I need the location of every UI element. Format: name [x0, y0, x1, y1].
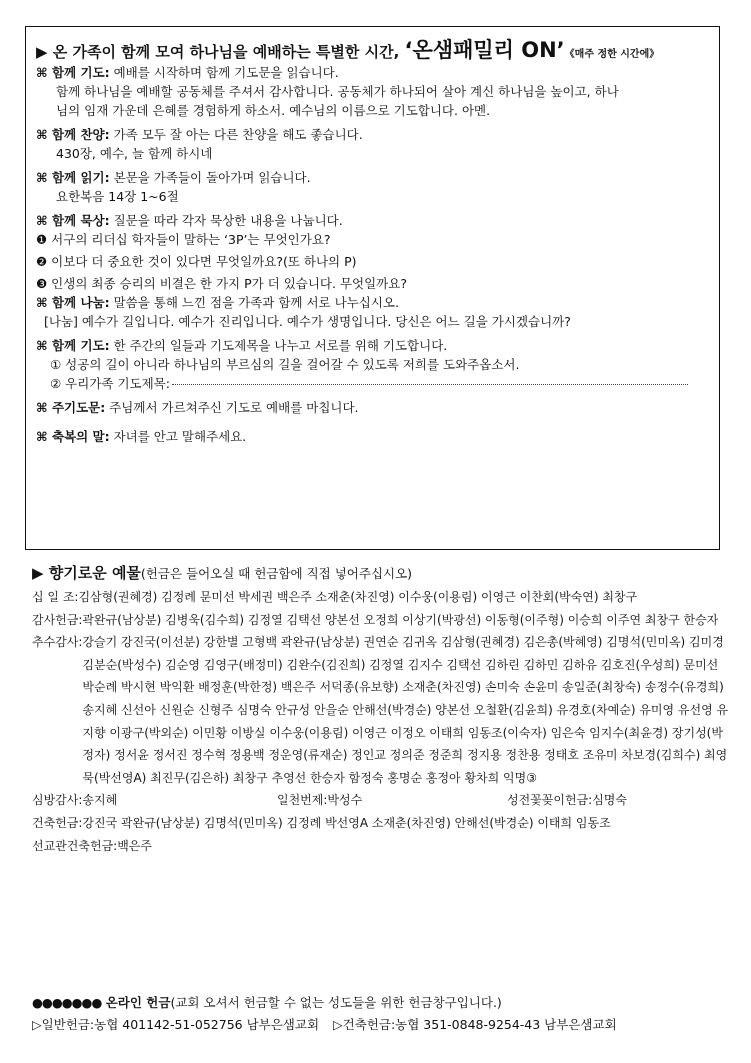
section-heading: ⌘ 함께 나눔: — [36, 295, 110, 310]
row-names: 강슬기 강진국(이선분) 강한별 고형백 곽완규(남상분) 권연순 김귀옥 김삼형(권혜경) 김은총(박혜영) 김명석(민미옥) 김미경 김분순(박성수) 김순영 김영구(배정미) 김완수(김진희) 김정열 김지수 김택선 김하린 김하민 김하유 김호진(우성희) 문미선 박순례 박시현 박익환 배정훈(박한정) 백은주 서덕종(유보향) 소재춘(차진영) 손미숙 손윤미 송일준(최창숙) 송정수(유경희) 송지혜 신선아 신원순 신형주 심명숙 안규성 안을순 안해선(박경순) 양본선 오철환(김윤희) 유경호(차예순) 유미영 유선영 유지향 이광구(박외순) 이민황 이방실 이수웅(이용림) 이영근 이정오 이태희 임동조(이숙자) 임은숙 임지수(최윤경) 장기성(박정자) 정서윤 정서진 정수혁 정용백 정운영(류재순) 정인교 정의준 정준희 정지용 정찬용 정태호 조유미 차보경(김희수) 최영묵(박선영A) 최진무(김은하) 최창구 추영선 한승자 함정숙 홍명순 홍정아 황차희 익명③ — [82, 635, 729, 785]
section-heading: ⌘ 축복의 말: — [36, 429, 110, 444]
row-label: 추수감사: — [32, 635, 83, 650]
sharing-section — [36, 293, 709, 331]
row-names: 송지혜 — [82, 793, 118, 808]
row-label: 성전꽃꽂이헌금: — [507, 793, 593, 808]
header-text: ▶ 온 가족이 함께 모여 하나님을 예배하는 특별한 시간, — [36, 43, 405, 61]
header-schedule-note: 《매주 정한 시간에》 — [564, 49, 660, 60]
praise-section — [36, 125, 709, 163]
section-heading: ⌘ 주기도문: — [36, 400, 106, 415]
scripture-line: 요한복음 14장 1~6절 — [56, 189, 179, 204]
section-desc: 예배를 시작하며 함께 기도문을 읽습니다. — [109, 65, 339, 80]
row-label: 건축헌금: — [32, 815, 83, 830]
row-label: 심방감사: — [32, 793, 83, 808]
row-names: 김삼형(권혜경) 김정례 문미선 박세권 백은주 소재춘(차진영) 이수웅(이용림) 이영근 이찬회(박숙연) 최창구 — [78, 590, 638, 604]
section-heading: ⌘ 함께 기도: — [36, 338, 110, 353]
offering-heading: ▶ 향기로운 예물 — [32, 564, 141, 582]
offering-note: (헌금은 들어오실 때 헌금함에 직접 넣어주십시오) — [140, 566, 413, 581]
family-worship-box — [25, 26, 720, 550]
section-desc: 본문을 가족들이 돌아가며 읽습니다. — [109, 170, 311, 185]
opening-prayer-section — [36, 63, 709, 120]
section-desc: 한 주간의 일들과 기도제목을 나누고 서로를 위해 기도합니다. — [109, 338, 448, 353]
section-heading: ⌘ 함께 묵상: — [36, 213, 110, 228]
section-desc: 자녀를 안고 말해주세요. — [109, 429, 247, 444]
row-label: 일천번제: — [277, 793, 328, 808]
section-heading: ⌘ 함께 읽기: — [36, 170, 110, 185]
row-label: 선교관건축헌금: — [32, 838, 118, 853]
row-names: 강진국 곽완규(남상분) 김명석(민미옥) 김정례 박선영A 소재춘(차진영) 안해선(박경순) 이태희 임동조 — [82, 815, 611, 830]
online-offering-section — [32, 992, 732, 1036]
blank-line — [172, 384, 688, 385]
offering-title — [32, 560, 732, 586]
row-names: 백은주 — [117, 838, 152, 853]
blessing-section — [36, 427, 709, 446]
offering-section — [32, 560, 732, 857]
misc-offering-row — [32, 789, 732, 812]
header-program-name: ‘온샘패밀리 ON’ — [404, 38, 565, 62]
question-3: ❸ 인생의 최종 승리의 비결은 한 가지 P가 더 있습니다. 무엇일까요? — [36, 276, 407, 291]
section-desc: 주님께서 가르쳐주신 기도로 예배를 마칩니다. — [105, 400, 359, 415]
prayer-item-1: ① 성공의 길이 아니라 하나님의 부르심의 길을 걸어갈 수 있도록 저희를 도와주옵소서. — [50, 357, 520, 372]
section-desc: 가족 모두 잘 아는 다른 찬양을 해도 좋습니다. — [109, 127, 363, 142]
prayer-line: 님의 임재 가운데 은혜를 경험하게 하소서. 예수님의 이름으로 기도합니다. 아멘. — [56, 103, 491, 118]
row-names: 박성수 — [327, 793, 363, 808]
prayer-line: 함께 하나님을 예배할 공동체를 주셔서 감사합니다. 공동체가 하나되어 살아 계신 하나님을 높이고, 하나 — [56, 84, 619, 99]
harvest-row — [32, 631, 732, 789]
lords-prayer-section — [36, 398, 709, 417]
prayer-item-2: ② 우리가족 기도제목: — [50, 376, 170, 391]
mission-building-row — [32, 835, 732, 858]
row-names: 곽완규(남상분) 김병욱(김수희) 김정열 김택선 양본선 오정희 이상기(박광선) 이동형(이주형) 이승희 이주연 최창구 한승자 — [82, 612, 719, 627]
building-row — [32, 812, 732, 835]
online-desc: (교회 오셔서 헌금할 수 없는 성도들을 위한 헌금창구입니다.) — [170, 995, 502, 1010]
worship-header — [36, 37, 709, 63]
reading-section — [36, 168, 709, 206]
meditation-section — [36, 211, 709, 293]
circles-decoration: ●●●●●●● — [32, 995, 102, 1010]
section-heading: ⌘ 함께 찬양: — [36, 127, 110, 142]
row-label: 감사헌금: — [32, 612, 83, 627]
sharing-line: [나눔] 예수가 길입니다. 예수가 진리입니다. 예수가 생명입니다. 당신은 어느 길을 가시겠습니까? — [44, 314, 571, 329]
section-desc: 질문을 따라 각자 묵상한 내용을 나눕니다. — [109, 213, 343, 228]
hymn-line: 430장, 예수, 늘 함께 하시네 — [56, 146, 213, 161]
tithe-row — [32, 586, 732, 609]
section-desc: 말씀을 통해 느낀 점을 가족과 함께 서로 나누십시오. — [109, 295, 399, 310]
building-account: ▷건축헌금:농협 351-0848-9254-43 남부은샘교회 — [333, 1017, 617, 1032]
section-heading: ⌘ 함께 기도: — [36, 65, 110, 80]
closing-prayer-section — [36, 336, 709, 393]
thanks-row — [32, 609, 732, 632]
row-label: 십 일 조: — [32, 590, 79, 604]
question-1: ❶ 서구의 리더십 학자들이 말하는 ‘3P’는 무엇인가요? — [36, 232, 331, 247]
row-names: 심명숙 — [592, 793, 627, 808]
online-heading: 온라인 헌금 — [101, 995, 171, 1010]
question-2: ❷ 이보다 더 중요한 것이 있다면 무엇일까요?(또 하나의 P) — [36, 254, 357, 269]
general-account: ▷일반헌금:농협 401142-51-052756 남부은샘교회 — [32, 1017, 320, 1032]
